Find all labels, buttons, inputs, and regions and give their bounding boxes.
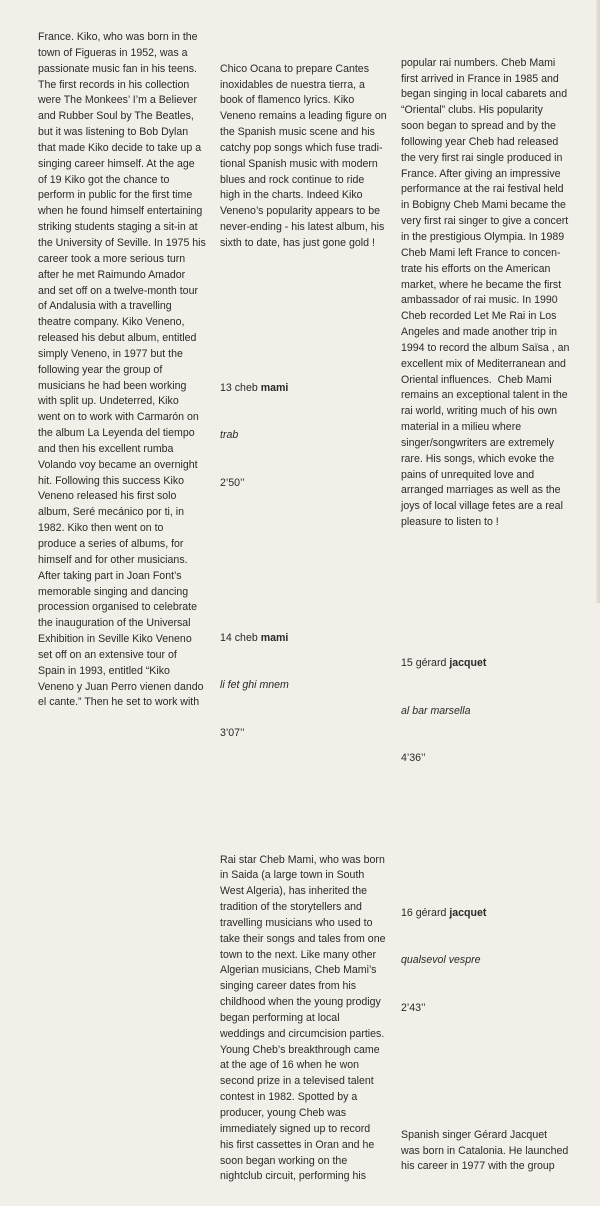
text-line: trate his efforts on the American: [401, 262, 551, 275]
text-line: Spain in 1993, entitled “Kiko: [38, 664, 170, 677]
text-line: his first cassettes in Oran and he: [220, 1138, 375, 1151]
text-line: the very first rai single produced in: [401, 151, 563, 164]
text-line: Young Cheb’s breakthrough came: [220, 1043, 380, 1056]
text-line: musicians he had been working: [38, 379, 187, 392]
artist-name: mami: [260, 381, 289, 394]
column-1: [38, 30, 206, 711]
text-line: France. Kiko, who was born in the: [38, 31, 198, 43]
artist-name: jacquet: [449, 657, 487, 670]
text-line: first arrived in France in 1985 and: [401, 72, 559, 85]
text-line: pains of unrequited love and: [401, 468, 535, 481]
text-line: theatre company. Kiko Veneno,: [38, 316, 185, 329]
text-line: at the age of 16 when he won: [220, 1059, 360, 1072]
text-line: tradition of the storytellers and: [220, 901, 362, 914]
column-3-intro: [401, 56, 576, 531]
text-line: Cheb recorded Let Me Rai in Los: [401, 310, 557, 323]
text-line: West Algeria), has inherited the: [220, 885, 368, 898]
text-line: The first records in his collection: [38, 78, 190, 91]
track-16: [401, 874, 576, 1048]
text-line: catchy pop songs which fuse tradi-: [220, 141, 383, 154]
artist-name: jacquet: [449, 906, 487, 919]
text-line: Cheb Mami left France to concen-: [401, 246, 561, 259]
text-line: in Saida (a large town in South: [220, 869, 365, 882]
text-line: went on to work with Carmarón on: [38, 411, 199, 424]
text-line: album, Seré mecánico por ti, in: [38, 506, 185, 519]
text-line: excellent mix of Mediterranean and: [401, 357, 566, 370]
text-line: childhood when the young prodigy: [220, 996, 381, 1009]
text-line: Oriental influences. Cheb Mami: [401, 373, 552, 386]
text-line: book of flamenco lyrics. Kiko: [220, 94, 355, 107]
text-line: Veneno y Juan Perro vienen dando: [38, 680, 204, 693]
text-line: take their songs and tales from one: [220, 932, 386, 945]
track-duration: 4’36’’: [401, 752, 426, 765]
text-line: of Andalusia with a travelling: [38, 300, 172, 313]
text-line: with split up. Undeterred, Kiko: [38, 395, 179, 408]
text-line: inoxidables de nuestra tierra, a: [220, 78, 365, 91]
text-line: Spanish singer Gérard Jacquet: [401, 1128, 548, 1141]
text-line: Chico Ocana to prepare Cantes: [220, 62, 369, 75]
text-line: rare. His songs, which evoke the: [401, 452, 555, 465]
text-line: and then his excellent rumba: [38, 442, 174, 455]
track-number: 16: [401, 906, 413, 919]
text-line: arranged marriages as well as the: [401, 484, 561, 497]
text-line: produce a series of albums, for: [38, 538, 184, 550]
text-line: hit. Following this success Kiko: [38, 474, 185, 487]
text-line: nightclub circuit, performing his: [220, 1170, 367, 1183]
text-line: Rai star Cheb Mami, who was born: [220, 853, 385, 866]
text-line: producer, young Cheb was: [220, 1107, 347, 1119]
text-line: material in a milieu where: [401, 421, 522, 434]
text-line: perform in public for the first time: [38, 189, 193, 202]
text-line: town of Figueras in 1952, was a: [38, 46, 188, 59]
text-line: his career in 1977 with the group: [401, 1160, 555, 1173]
text-line: Algerian musicians, Cheb Mami’s: [220, 964, 377, 977]
artist-prefix: gérard: [415, 906, 447, 919]
text-line: striking students staging a sit-in at: [38, 221, 198, 234]
text-line: and Rubber Soul by The Beatles,: [38, 110, 194, 123]
column-2-body: [220, 853, 388, 1186]
text-line: France. After giving an impressive: [401, 167, 561, 180]
text-line: Veneno remains a leading figure on: [220, 110, 387, 123]
track-number: 14: [220, 631, 232, 644]
track-13: [220, 349, 388, 523]
text-line: Veneno released his first solo: [38, 490, 177, 503]
track-title: trab: [220, 429, 239, 442]
text-line: Volando voy became an overnight: [38, 458, 198, 471]
text-line: town to the next. Like many other: [220, 948, 377, 961]
text-line: tional Spanish music with modern: [220, 157, 378, 170]
column-3: [401, 24, 576, 1206]
text-line: when he found himself entertaining: [38, 205, 203, 218]
track-duration: 2’43’’: [401, 1001, 426, 1014]
text-line: very first rai singer to give a concert: [401, 215, 569, 228]
column-3-body: [401, 1128, 576, 1176]
text-line: in the prestigious Olympia. In 1989: [401, 230, 565, 243]
text-line: second prize in a televised talent: [220, 1075, 374, 1088]
text-line: of 19 Kiko got the chance to: [38, 173, 170, 186]
text-line: “Oriental” clubs. His popularity: [401, 104, 543, 117]
text-line: the Spanish music scene and his: [220, 126, 375, 139]
text-line: remains an exceptional talent in the: [401, 389, 568, 402]
text-line: career took a more serious turn: [38, 252, 186, 265]
text-line: in Bobigny Cheb Mami became the: [401, 199, 566, 212]
track-15: [401, 624, 576, 798]
text-line: Veneno’s popularity appears to be: [220, 205, 381, 218]
artist-prefix: cheb: [234, 631, 258, 644]
text-line: procession organised to celebrate: [38, 601, 198, 614]
text-line: but it was listening to Bob Dylan: [38, 126, 189, 139]
text-line: began singing in local cabarets and: [401, 88, 568, 101]
text-line: the inauguration of the Universal: [38, 617, 191, 630]
track-title: li fet ghi mnem: [220, 679, 289, 692]
text-line: market, where he became the first: [401, 278, 562, 291]
text-line: immediately signed up to record: [220, 1122, 371, 1135]
text-line: memorable singing and dancing: [38, 585, 189, 598]
text-line: the album La Leyenda del tiempo: [38, 427, 195, 440]
text-line: travelling musicians who used to: [220, 916, 373, 929]
text-line: passionate music fan in his teens.: [38, 62, 197, 75]
text-line: simply Veneno, in 1977 but the: [38, 347, 183, 360]
track-duration: 3’07’’: [220, 726, 245, 739]
track-title: al bar marsella: [401, 704, 471, 717]
text-line: Exhibition in Seville Kiko Veneno: [38, 633, 192, 646]
text-line: never-ending - his latest album, his: [220, 221, 385, 234]
text-line: the University of Seville. In 1975 his: [38, 236, 206, 249]
column-2-intro: [220, 62, 388, 252]
text-line: singing career dates from his: [220, 980, 357, 993]
text-line: 1994 to record the album Saïsa , an: [401, 341, 570, 354]
text-line: singer/songwriters are extremely: [401, 436, 555, 449]
text-line: After taking part in Joan Font’s: [38, 569, 182, 582]
text-line: contest in 1982. Spotted by a: [220, 1091, 358, 1104]
column-2: [220, 30, 388, 1206]
text-line: rai world, writing much of his own: [401, 405, 558, 418]
text-line: after he met Raimundo Amador: [38, 268, 186, 281]
text-line: himself and for other musicians.: [38, 553, 188, 566]
artist-prefix: cheb: [234, 381, 258, 394]
text-line: ambassador of rai music. In 1990: [401, 294, 558, 307]
text-line: soon began to spread and by the: [401, 120, 556, 133]
text-line: that made Kiko decide to take up a: [38, 141, 202, 154]
text-line: sixth to date, has just gone gold !: [220, 236, 375, 249]
track-duration: 2’50’’: [220, 476, 245, 489]
text-line: popular rai numbers. Cheb Mami: [401, 56, 556, 69]
text-line: and set off on a twelve-month tour: [38, 284, 198, 297]
text-line: el cante.” Then he set to work with: [38, 696, 200, 709]
text-line: Angeles and made another trip in: [401, 326, 558, 339]
artist-name: mami: [260, 631, 289, 644]
text-line: high in the charts. Indeed Kiko: [220, 189, 363, 202]
text-line: following year Cheb had released: [401, 135, 559, 148]
text-line: was born in Catalonia. He launched: [401, 1144, 569, 1157]
track-title: qualsevol vespre: [401, 954, 481, 967]
page-spine-edge: [596, 0, 600, 603]
text-line: singing career himself. At the age: [38, 157, 195, 170]
text-line: soon began working on the: [220, 1154, 348, 1167]
text-line: performance at the rai festival held: [401, 183, 564, 196]
track-number: 13: [220, 381, 232, 394]
track-14: [220, 599, 388, 773]
text-line: blues and rock continue to ride: [220, 173, 365, 186]
text-line: 1982. Kiko then went on to: [38, 522, 164, 535]
text-line: pleasure to listen to !: [401, 516, 499, 529]
text-line: joys of local village fetes are a real: [401, 500, 563, 513]
track-number: 15: [401, 657, 413, 670]
text-line: released his debut album, entitled: [38, 332, 197, 345]
text-line: were The Monkees’ I’m a Believer: [38, 94, 197, 107]
text-line: began performing at local: [220, 1011, 340, 1024]
artist-prefix: gérard: [415, 657, 447, 670]
text-line: weddings and circumcision parties.: [220, 1027, 385, 1040]
text-line: following year the group of: [38, 363, 163, 376]
text-line: set off on an extensive tour of: [38, 648, 177, 661]
